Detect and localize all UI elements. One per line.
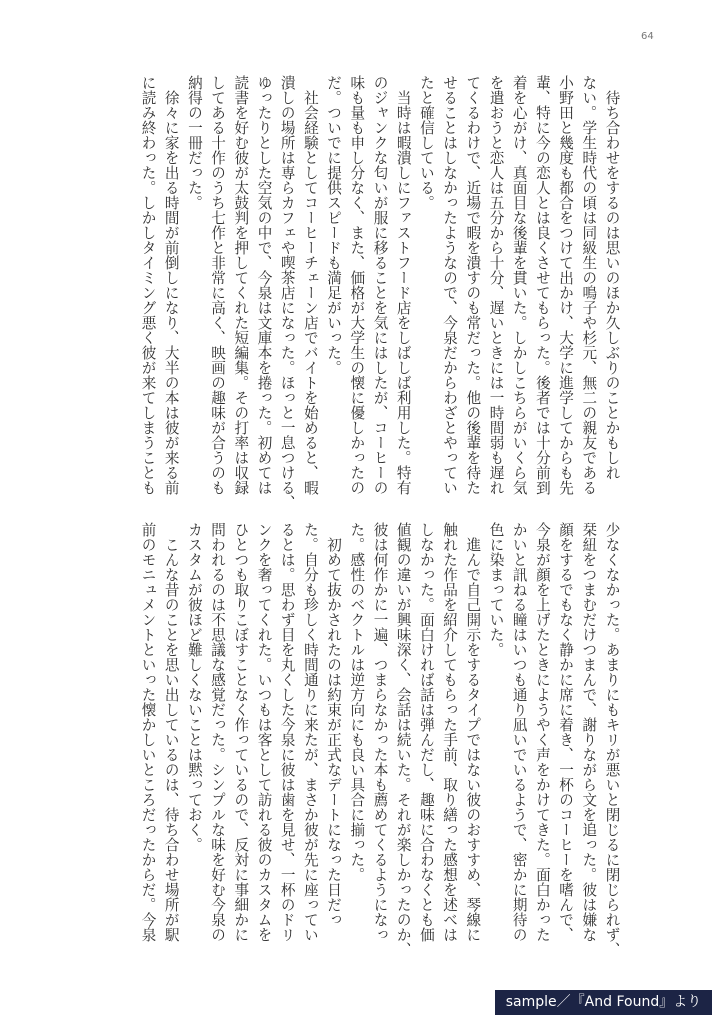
text-column: 読書を好む彼が太鼓判を押してくれた短編集。その打率は収録 [232, 75, 250, 495]
text-column: 今泉が顔を上げたときにようやく声をかけてきた。面白かった [533, 522, 551, 942]
text-column: 潰しの場所は専らカフェや喫茶店になった。ほっと一息つける、 [278, 75, 296, 510]
text-column: るとは。思わず目を丸くした今泉に彼は歯を見せ、一杯のドリ [278, 522, 296, 942]
text-column: 初めて抜かされたのは約束が正式なデートになった日だっ [325, 522, 343, 927]
text-column: てくるわけで、近場で暇を潰すのも常だった。他の後輩を待た [464, 75, 482, 495]
text-column: ひとつも取りこぼすことなく作っているので、反対に事細かに [232, 522, 250, 942]
text-column: しなかった。面白ければ話は弾んだし、趣味に合わなくとも価 [417, 522, 435, 942]
text-column: 触れた作品を紹介してもらった手前、取り繕った感想を述べは [441, 522, 459, 942]
text-column: 値観の違いが興味深く、会話は続いた。それが楽しかったのか、 [394, 522, 412, 957]
text-column: ンクを奢ってくれた。いつもは客として訪れる彼のカスタムを [255, 522, 273, 942]
text-column: たと確信している。 [417, 75, 435, 210]
text-column: 着を心がけ、真面目な後輩を貫いた。しかしこちらがいくら気 [510, 75, 528, 495]
text-column: カスタムが彼ほど難しくないことは黙っておく。 [185, 522, 203, 852]
text-column: た。感性のベクトルは逆方向にも良い具合に揃った。 [348, 522, 366, 882]
text-column: せることはしなかったようなので、今泉だからわざとやってい [441, 75, 459, 495]
text-column: 社会経験としてコーヒーチェーン店でバイトを始めると、暇 [301, 75, 319, 495]
text-column: 前のモニュメントといった懐かしいところだったからだ。今泉 [139, 522, 157, 942]
text-column: かいと訊ねる瞳はいつも通り凪いでいるようで、密かに期待の [510, 522, 528, 942]
text-column: 色に染まっていた。 [487, 522, 505, 657]
text-column: 彼は何作かに一遍、つまらなかった本も薦めてくるようになっ [371, 522, 389, 942]
text-column: こんな昔のことを思い出しているのは、待ち合わせ場所が駅 [162, 522, 180, 942]
text-column: に読み終わった。しかしタイミング悪く彼が来てしまうことも [139, 75, 157, 495]
text-column: 味も量も申し分なく、また、価格が大学生の懐に優しかったの [348, 75, 366, 495]
text-column: た。自分も珍しく時間通りに来たが、まさか彼が先に座ってい [301, 522, 319, 942]
text-column: 小野田と幾度も都合をつけて出かけ、大学に進学してからも先 [557, 75, 575, 495]
sample-source-banner: sample／『And Found』より [495, 990, 712, 1015]
text-column: を遣おうと恋人は五分から十分、遅いときには一時間弱も遅れ [487, 75, 505, 495]
page-number: 64 [641, 31, 654, 42]
text-column: のジャンクな匂いが服に移ることを気にはしたが、コーヒーの [371, 75, 389, 495]
text-column: 少なくなかった。あまりにもキリが悪いと閉じるに閉じられず、 [603, 522, 621, 957]
text-column: してある十作のうち七作と非常に高く、映画の趣味が合うのも [209, 75, 227, 495]
text-column: 問われるのは不思議な感覚だった。シンプルな味を好む今泉の [209, 522, 227, 942]
text-column: だ。ついでに提供スピードも満足がいった。 [325, 75, 343, 375]
text-column: 納得の一冊だった。 [185, 75, 203, 210]
text-column: 栞紐をつまむだけつまんで、謝りながら文を追った。彼は嫌な [580, 522, 598, 942]
text-column: ゆったりとした空気の中で、今泉は文庫本を捲った。初めては [255, 75, 273, 495]
text-column: 輩、特に今の恋人とは良くさせてもらった。後者では十分前到 [533, 75, 551, 495]
text-column: 徐々に家を出る時間が前倒しになり、大半の本は彼が来る前 [162, 75, 180, 495]
text-column: ない。学生時代の頃は同級生の鳴子や杉元、無二の親友である [580, 75, 598, 495]
text-column: 当時は暇潰しにファストフード店をしばしば利用した。特有 [394, 75, 412, 495]
text-column: 進んで自己開示をするタイプではない彼のおすすめ、琴線に [464, 522, 482, 942]
text-column: 顔をするでもなく静かに席に着き、一杯のコーヒーを嗜んで、 [557, 522, 575, 942]
text-column: 待ち合わせをするのは思いのほか久しぶりのことかもしれ [603, 75, 621, 480]
